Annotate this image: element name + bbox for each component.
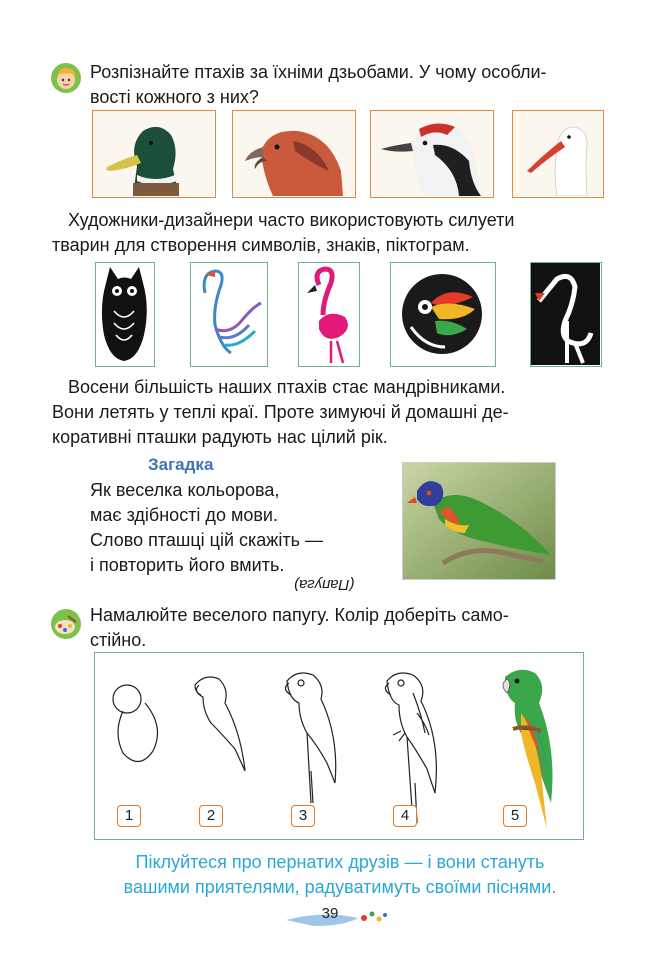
footer-line1: Піклуйтеся про пернатих друзів — і вони стануть — [135, 852, 545, 872]
riddle-line-2: має здібності до мови. — [90, 505, 278, 525]
paint-icon — [50, 608, 82, 640]
riddle-answer: (Папуга) — [294, 576, 355, 593]
paragraph2-line2: Вони летять у теплі краї. Проте зимуючі й домашні де- — [52, 402, 509, 422]
toucan-symbol — [390, 262, 496, 367]
kid-icon — [50, 62, 82, 94]
woodpecker-image — [370, 110, 494, 198]
flamingo-symbol — [298, 262, 360, 367]
crossbill-image — [232, 110, 356, 198]
step-2-label: 2 — [199, 805, 223, 827]
footer-line2: вашими приятелями, радуватимуть своїми піснями. — [123, 877, 557, 897]
riddle-text — [90, 478, 390, 578]
task1-line2: вості кожного з них? — [90, 87, 259, 107]
task2-text — [90, 603, 630, 653]
riddle-line-1: Як веселка кольорова, — [90, 480, 280, 500]
stork-image — [512, 110, 604, 198]
page-number: 39 — [321, 905, 339, 922]
paragraph2-line3: коративні пташки радують нас цілий рік. — [52, 427, 388, 447]
drawing-steps-box — [94, 652, 584, 840]
task2-line1: Намалюйте веселого папугу. Колір доберіть само- — [90, 605, 509, 625]
riddle-title: Загадка — [148, 455, 214, 474]
step-4-label: 4 — [393, 805, 417, 827]
stork-symbol — [530, 262, 602, 367]
footer-message — [40, 850, 640, 900]
riddle-line-3: Слово пташці цій скажіть — — [90, 530, 323, 550]
paragraph1-line1: Художники-дизайнери часто використовують силуети — [68, 210, 515, 230]
task2-line2: стійно. — [90, 630, 147, 650]
swan-symbol — [190, 262, 268, 367]
paragraph2-line1: Восени більшість наших птахів стає мандрівниками. — [68, 377, 506, 397]
owl-symbol — [95, 262, 155, 367]
paragraph1-line2: тварин для створення символів, знаків, піктограм. — [52, 235, 470, 255]
duck-image — [92, 110, 216, 198]
step-5-label: 5 — [503, 805, 527, 827]
task1-text — [90, 60, 630, 110]
task1-line1: Розпізнайте птахів за їхніми дзьобами. У чому особли- — [90, 62, 547, 82]
paragraph-designers — [52, 208, 632, 258]
parrot-photo — [402, 462, 556, 580]
step-1-label: 1 — [117, 805, 141, 827]
paragraph-migration — [52, 375, 632, 450]
step-3-label: 3 — [291, 805, 315, 827]
riddle-line-4: і повторить його вмить. — [90, 555, 285, 575]
